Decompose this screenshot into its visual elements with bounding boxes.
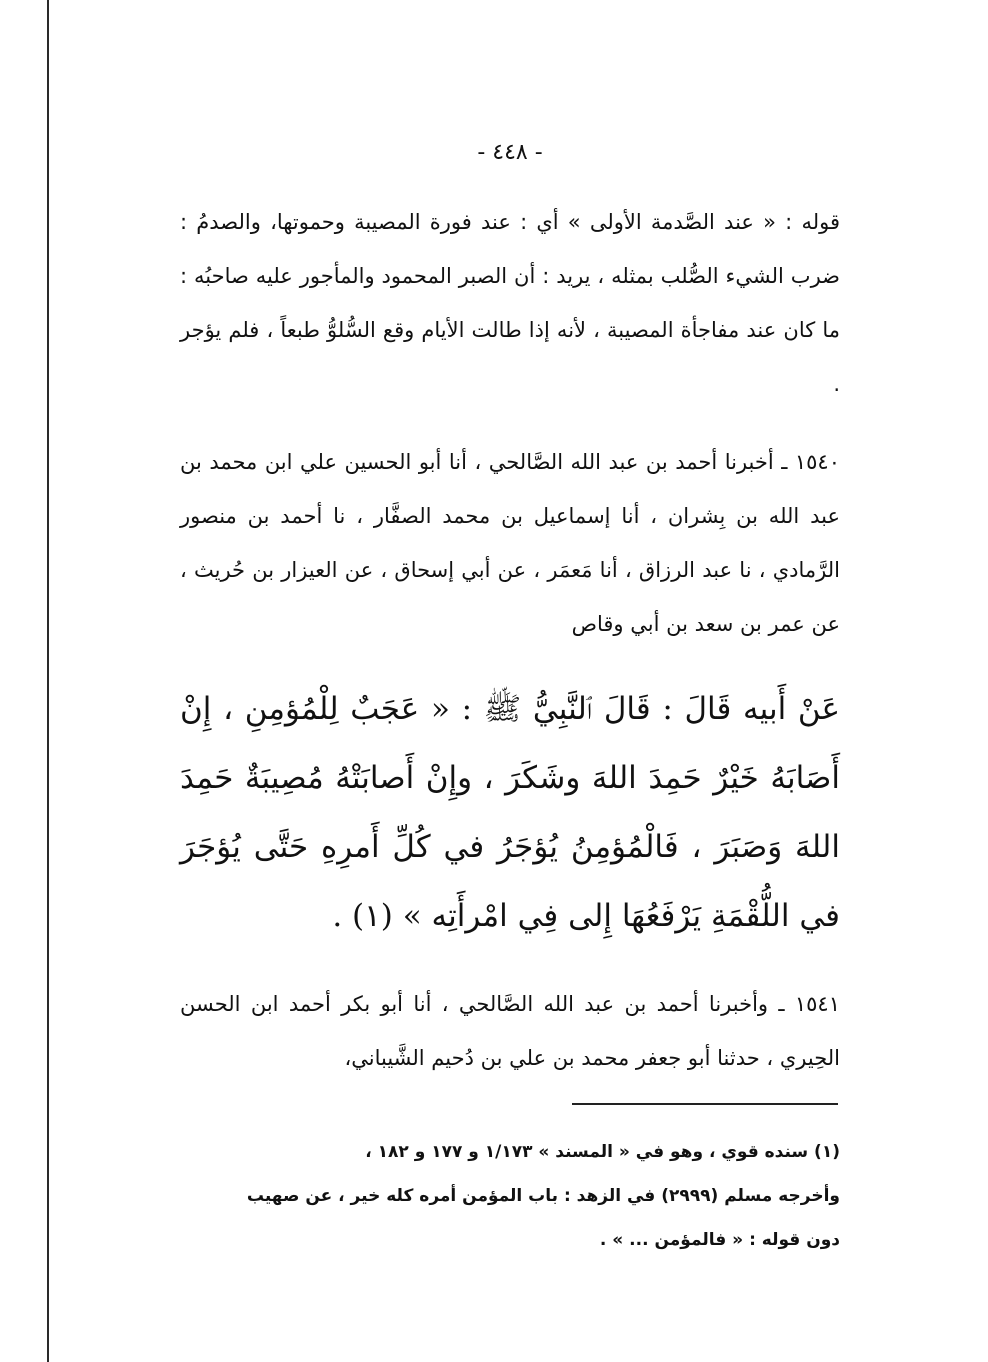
hadith-text: عَنْ أَبيه قَالَ : قَالَ ٱلنَّبِيُّ ﷺ : « عَجَبٌ لِلْمُؤمِنِ ، إِنْ أَصَابَهُ خَيْرٌ حَمِدَ اللهَ وشَكَرَ ، وإِنْ أَصابَتْهُ مُصِيبَةٌ حَمِدَ اللهَ وَصَبَرَ ، فَالْمُؤمِنُ يُؤجَرُ في كُلِّ أَمرِهِ حَتَّى يُؤجَرَ في اللُّقْمَةِ يَرْفَعُهَا إِلى فِي امْرأَتِه » (١) . (180, 691, 840, 934)
isnad-paragraph-1540: ١٥٤٠ ـ أخبرنا أحمد بن عبد الله الصَّالحي ، أنا أبو الحسين علي ابن محمد بن عبد الله بن بِشران ، أنا إسماعيل بن محمد الصفَّار ، نا أحمد بن منصور الرَّمادي ، نا عبد الرزاق ، أنا مَعمَر ، عن أبي إسحاق ، عن العيزار بن حُريث ، عن عمر بن سعد بن أبي وقاص (180, 450, 840, 636)
page-body (180, 140, 840, 1085)
footnote-line: (١) سنده قوي ، وهو في « المسند » ١/١٧٣ و ١٧٧ و ١٨٢ ، (365, 1142, 840, 1162)
commentary-paragraph: قوله : « عند الصَّدمة الأولى » أي : عند فورة المصيبة وحموتها، والصدمُ : ضرب الشيء الصُّلب بمثله ، يريد : أن الصبر المحمود والمأجور عليه صاحبُه : ما كان عند مفاجأة المصيبة ، لأنه إذا طالت الأيام وقع السُّلوُّ طبعاً ، فلم يؤجر . (180, 210, 840, 396)
isnad-paragraph-1541: ١٥٤١ ـ وأخبرنا أحمد بن عبد الله الصَّالحي ، أنا أبو بكر أحمد ابن الحسن الحِيري ، حدثنا أبو جعفر محمد بن علي بن دُحيم الشَّيباني، (180, 992, 840, 1070)
page-number: - ٤٤٨ - (477, 140, 543, 165)
footnotes (180, 1130, 840, 1262)
footnote-line: دون قوله : « فالمؤمن ... » . (599, 1230, 840, 1250)
margin-line (47, 0, 49, 1362)
footnote-line: وأخرجه مسلم (٢٩٩٩) في الزهد : باب المؤمن أمره كله خير ، عن صهيب (246, 1186, 840, 1206)
footnote-divider (572, 1103, 838, 1105)
